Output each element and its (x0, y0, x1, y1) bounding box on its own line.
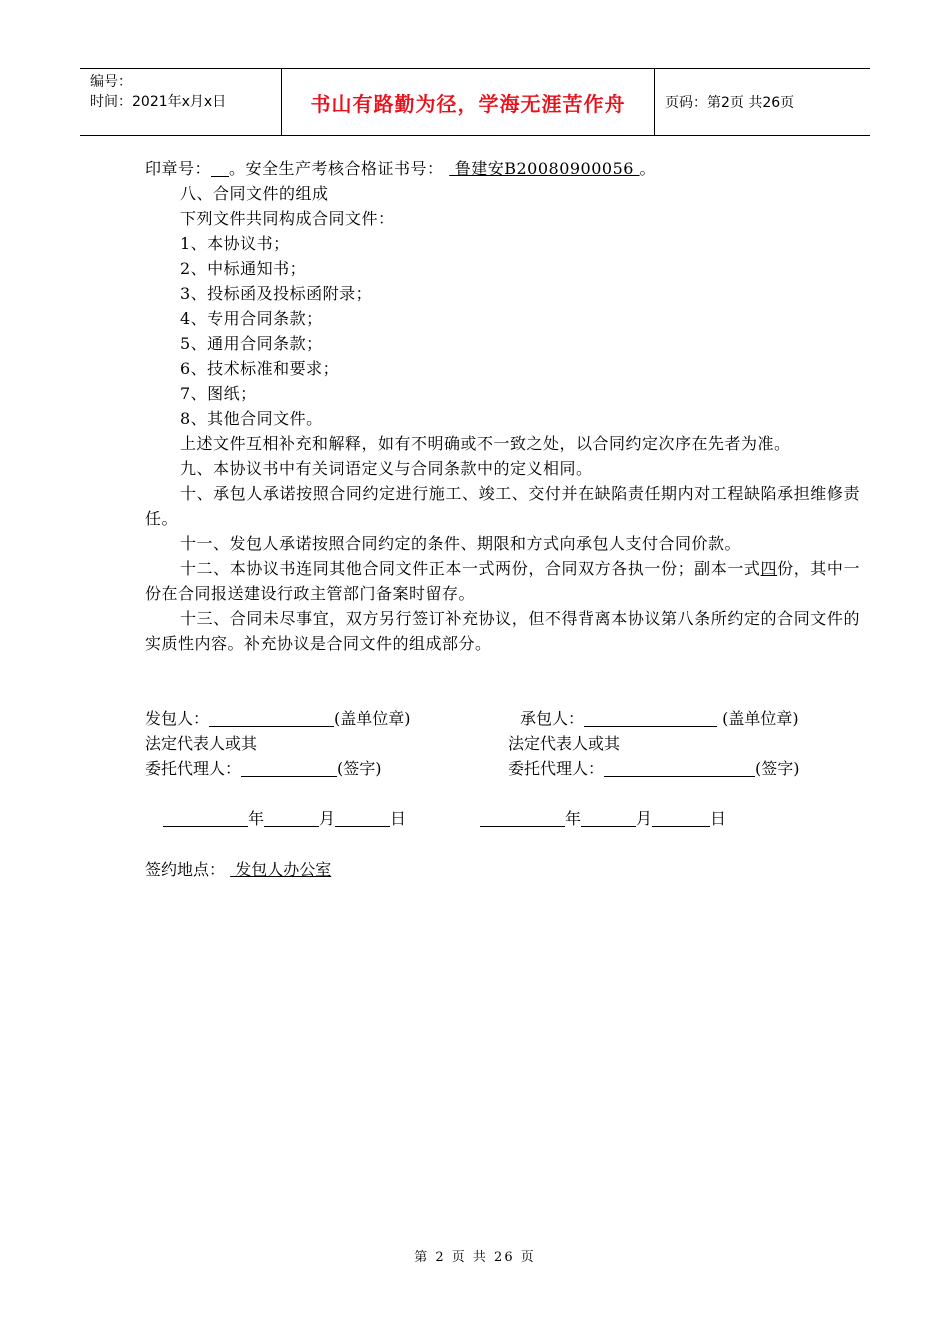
legal-rep-row (145, 731, 860, 756)
contractor-sign-note: (签字) (755, 759, 800, 778)
section-8-title: 八、合同文件的组成 (180, 184, 329, 203)
list-item: 7、图纸； (180, 384, 257, 403)
section-10: 十、承包人承诺按照合同约定进行施工、竣工、交付并在缺陷责任期内对工程缺陷承担维修责任。 (145, 484, 860, 528)
employer-date (163, 806, 406, 831)
party-row (145, 706, 860, 731)
day-blank (652, 808, 710, 827)
year-blank (480, 808, 565, 827)
page-footer: 第 2 页 共 26 页 (414, 1250, 536, 1265)
place-label: 签约地点： (145, 860, 226, 879)
section-12-copies: 四 (760, 559, 778, 578)
employer-label: 发包人： (145, 709, 210, 728)
section-9: 九、本协议书中有关词语定义与合同条款中的定义相同。 (180, 459, 593, 478)
cert-number: 鲁建安B20080900056 (449, 159, 640, 178)
header-page-info: 页码：第2页 共26页 (665, 95, 795, 111)
contractor-agent-label: 委托代理人： (508, 759, 605, 778)
contractor-label: 承包人： (520, 709, 585, 728)
year-blank (163, 808, 248, 827)
day-label: 日 (390, 809, 407, 828)
contractor-agent-blank (604, 758, 755, 777)
month-blank (581, 808, 636, 827)
day-blank (335, 808, 390, 827)
employer-agent-label: 委托代理人： (145, 759, 242, 778)
list-item: 4、专用合同条款； (180, 309, 323, 328)
header-meta (80, 69, 282, 135)
seal-prefix: 印章号： (145, 159, 212, 178)
number-label: 编号： (90, 74, 132, 90)
seal-blank (211, 158, 229, 177)
employer-agent (145, 756, 382, 781)
agent-row (145, 756, 860, 781)
section-13: 十三、合同未尽事宜，双方另行签订补充协议，但不得背离本协议第八条所约定的合同文件的实质性内容。补充协议是合同文件的组成部分。 (145, 609, 860, 653)
time-label: 时间：2021年x月x日 (90, 94, 227, 110)
list-item: 2、中标通知书； (180, 259, 307, 278)
seal-suffix: 。安全生产考核合格证书号： (229, 159, 444, 178)
contractor-sign (520, 706, 799, 731)
place-value: 发包人办公室 (230, 860, 332, 879)
section-12 (145, 556, 860, 606)
contractor-date (480, 806, 726, 831)
year-label: 年 (248, 809, 265, 828)
section-12-part-a: 十二、本协议书连同其他合同文件正本一式两份，合同双方各执一份；副本一式 (180, 559, 761, 578)
contractor-seal-note: (盖单位章) (717, 709, 799, 728)
employer-seal-note: (盖单位章) (334, 709, 411, 728)
employer-legal-rep: 法定代表人或其 (145, 734, 258, 753)
list-item: 5、通用合同条款； (180, 334, 323, 353)
month-label: 月 (319, 809, 336, 828)
section-12-part-b: 份，其中一份在合同报送建设行政主管部门备案时留存。 (145, 559, 860, 603)
month-label: 月 (636, 809, 653, 828)
employer-sign-note: (签字) (337, 759, 382, 778)
year-label: 年 (565, 809, 582, 828)
employer-sign (145, 706, 411, 731)
section-8-note: 上述文件互相补充和解释，如有不明确或不一致之处，以合同约定次序在先者为准。 (180, 434, 791, 453)
document-body (145, 156, 860, 656)
month-blank (264, 808, 319, 827)
header-motto: 书山有路勤为径，学海无涯苦作舟 (282, 69, 655, 135)
seal-line (145, 156, 860, 181)
section-8-intro: 下列文件共同构成合同文件： (180, 209, 395, 228)
employer-agent-blank (241, 758, 337, 777)
list-item: 3、投标函及投标函附录； (180, 284, 373, 303)
period: 。 (639, 159, 657, 178)
section-11: 十一、发包人承诺按照合同约定的条件、期限和方式向承包人支付合同价款。 (180, 534, 742, 553)
contractor-agent (508, 756, 800, 781)
contractor-blank (584, 708, 717, 727)
contractor-legal-rep: 法定代表人或其 (508, 734, 621, 753)
list-item: 1、本协议书； (180, 234, 290, 253)
signature-block (145, 706, 860, 781)
employer-blank (209, 708, 334, 727)
day-label: 日 (710, 809, 727, 828)
list-item: 6、技术标准和要求； (180, 359, 340, 378)
signing-place (145, 857, 331, 882)
list-item: 8、其他合同文件。 (180, 409, 323, 428)
page-header (80, 68, 870, 136)
